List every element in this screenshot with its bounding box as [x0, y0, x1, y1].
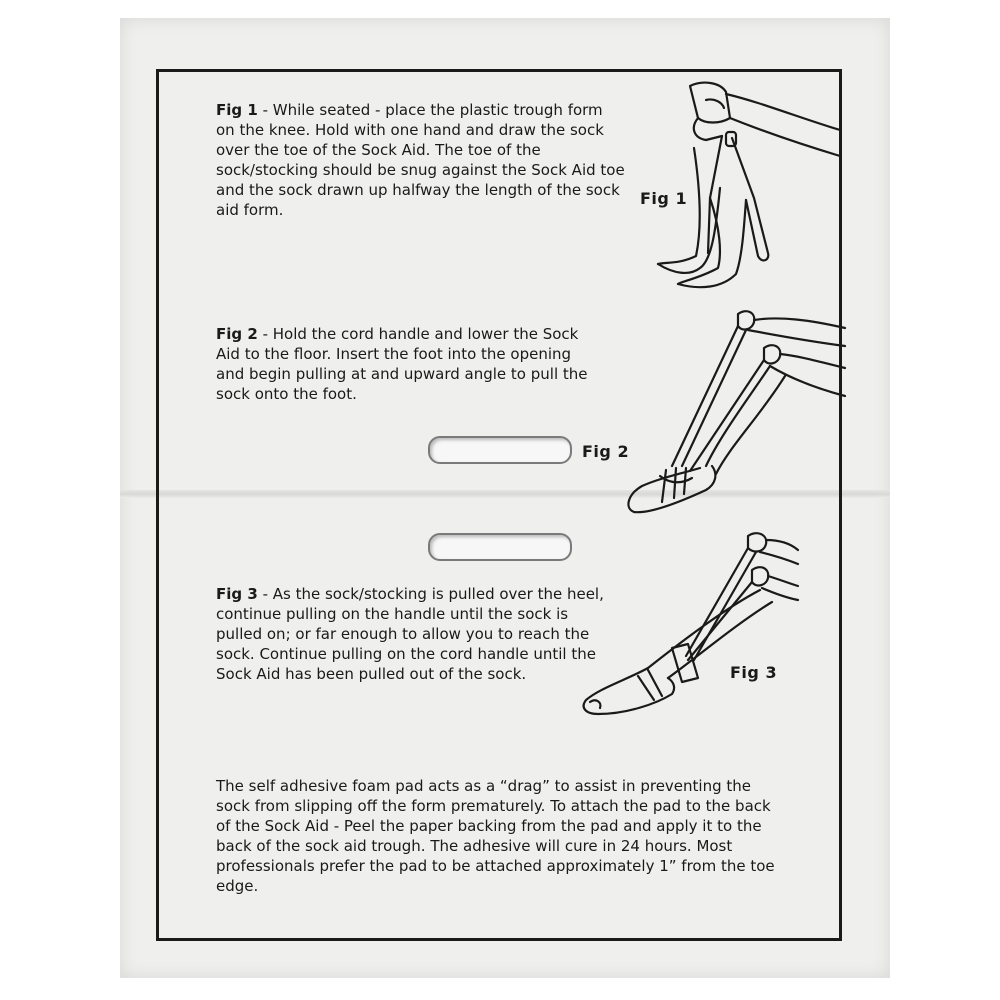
fig2-label: Fig 2 — [582, 442, 630, 461]
fig2-illustration — [620, 306, 850, 521]
foam-pad-instructions: The self adhesive foam pad acts as a “drag” to assist in preventing the sock from slipping off the form prematurely. To attach the pad to the back of the Sock Aid - Peel the paper backing from the pad and apply it to the back of the sock aid trough. The adhesive will cure in 24 hours. Most professionals prefer the pad to be attached approximately 1” from the toe edge. — [216, 777, 775, 895]
fig3-label: Fig 3 — [730, 663, 778, 682]
fig2-body: - Hold the cord handle and lower the Sock Aid to the floor. Insert the foot into the opening and begin pulling at and upward angle to pull the sock onto the foot. — [216, 325, 588, 403]
fig1-instructions — [216, 100, 626, 220]
fig3-instructions — [216, 584, 616, 684]
fig1-heading: Fig 1 — [216, 101, 258, 119]
fig1-illustration — [650, 78, 850, 293]
fig2-instructions — [216, 324, 596, 404]
fig3-illustration — [576, 528, 846, 728]
fig2-heading: Fig 2 — [216, 325, 258, 343]
fig3-heading: Fig 3 — [216, 585, 258, 603]
fig3-body: - As the sock/stocking is pulled over the heel, continue pulling on the handle until the sock is pulled on; or far enough to allow you to reach the sock. Continue pulling on the cord handle until the Sock Aid has been pulled out of the sock. — [216, 585, 604, 683]
fig1-body: - While seated - place the plastic trough form on the knee. Hold with one hand and draw the sock over the toe of the Sock Aid. The toe of the sock/stocking should be snug against the Sock Aid toe and the sock drawn up halfway the length of the sock aid form. — [216, 101, 625, 219]
fig1-label: Fig 1 — [640, 189, 688, 208]
